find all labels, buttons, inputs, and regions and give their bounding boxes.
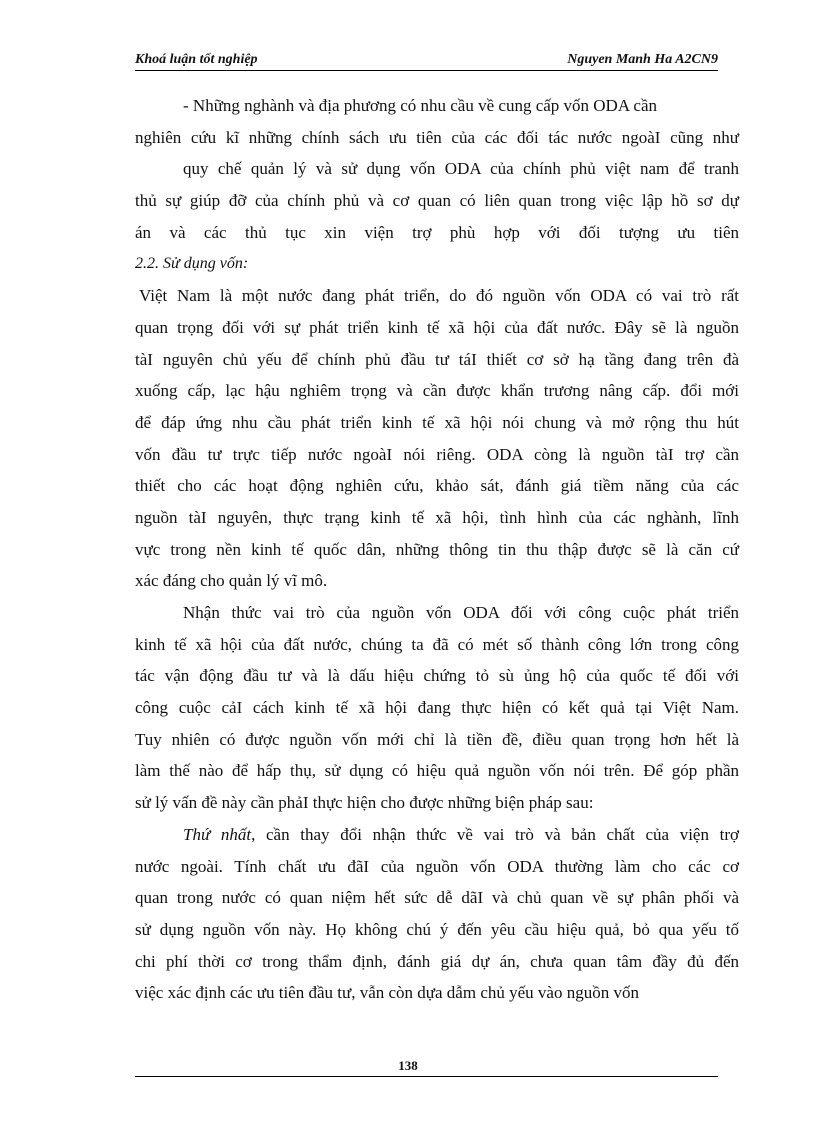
body-text bbox=[135, 90, 739, 1009]
text-line bbox=[135, 819, 739, 851]
section-heading: 2.2. Sử dụng vốn: bbox=[135, 255, 249, 273]
text-line: Việt Nam là một nước đang phát triển, do đó nguồn vốn ODA có vai trò rất bbox=[139, 286, 739, 306]
text-line: làm thế nào để hấp thụ, sử dụng có hiệu quả nguồn vốn nói trên. Để góp phần bbox=[135, 761, 739, 781]
text-line: sử dụng nguồn vốn này. Họ không chú ý đến yêu cầu hiệu quả, bỏ qua yếu tố bbox=[135, 919, 739, 939]
text-line: thiết cho các hoạt động nghiên cứu, khảo sát, đánh giá tiềm năng của các bbox=[135, 476, 739, 496]
text-line: nước ngoài. Tính chất ưu đãI của nguồn vốn ODA thường làm cho các cơ bbox=[135, 856, 739, 876]
text-line: việc xác định các ưu tiên đầu tư, vẫn còn dựa dẫm chủ yếu vào nguồn vốn bbox=[135, 983, 639, 1003]
text-line: xác đáng cho quản lý vĩ mô. bbox=[135, 571, 328, 591]
header-rule bbox=[135, 70, 718, 71]
text-line: án và các thủ tục xin viện trợ phù hợp với đối tượng ưu tiên bbox=[135, 222, 739, 242]
text-line: vực trong nền kinh tế quốc dân, những thông tin thu thập được sẽ là căn cứ bbox=[135, 539, 739, 559]
text-line: quy chế quản lý và sử dụng vốn ODA của chính phủ việt nam để tranh bbox=[183, 159, 739, 179]
emphasis-text: Thứ nhất bbox=[183, 824, 252, 844]
page-header bbox=[135, 50, 718, 72]
text-line: kinh tế xã hội của đất nước, chúng ta đã có mét số thành công lớn trong công bbox=[135, 634, 739, 654]
text-line: xuống cấp, lạc hậu nghiêm trọng và cần được khẩn trương nâng cấp. đổi mới bbox=[135, 381, 739, 401]
header-right-text: Nguyen Manh Ha A2CN9 bbox=[567, 52, 718, 67]
text-line: nghiên cứu kĩ những chính sách ưu tiên của các đối tác nước ngoàI cũng như bbox=[135, 127, 739, 147]
text-line: nguồn tàI nguyên, thực trạng kinh tế xã hội, tình hình của các nghành, lĩnh bbox=[135, 507, 739, 527]
text-line: - Những nghành và địa phương có nhu cầu về cung cấp vốn ODA cần bbox=[183, 96, 658, 115]
text-line: chi phí thời cơ trong thẩm định, đánh giá dự án, chưa quan tâm đầy đủ đến bbox=[135, 951, 739, 971]
header-left-text: Khoá luận tốt nghiệp bbox=[135, 52, 258, 67]
text-line: vốn đầu tư trực tiếp nước ngoàI nói riêng. ODA còng là nguồn tàI trợ cần bbox=[135, 444, 739, 464]
text-line: để đáp ứng nhu cầu phát triển kinh tế xã hội nói chung và mở rộng thu hút bbox=[135, 412, 739, 432]
text-span: , cần thay đổi nhận thức về vai trò và bản chất của viện trợ bbox=[251, 824, 739, 844]
page-number: 138 bbox=[398, 1058, 418, 1073]
text-line: Tuy nhiên có được nguồn vốn mới chỉ là tiền đề, điều quan trọng hơn hết là bbox=[135, 729, 739, 749]
text-line: quan trọng đối với sự phát triển kinh tế xã hội của đất nước. Đây sẽ là nguồn bbox=[135, 317, 739, 337]
text-line: tác vận động đầu tư và là dấu hiệu chứng tỏ sù ủng hộ của quốc tế đối với bbox=[135, 666, 739, 686]
text-line: Nhận thức vai trò của nguồn vốn ODA đối với công cuộc phát triển bbox=[183, 603, 739, 622]
text-line: quan trong nước có quan niệm hết sức dễ dãI và chủ quan về sự phân phối và bbox=[135, 888, 739, 908]
text-line: công cuộc cảI cách kinh tế xã hội đang thực hiện có kết quả tại Việt Nam. bbox=[135, 698, 739, 718]
text-line: tàI nguyên chủ yếu để chính phủ đầu tư táI thiết cơ sở hạ tầng đang trên đà bbox=[135, 349, 739, 369]
text-line: sử lý vấn đề này cần phảI thực hiện cho được những biện pháp sau: bbox=[135, 793, 594, 813]
footer-rule bbox=[135, 1076, 718, 1077]
text-line: thủ sự giúp đỡ của chính phủ và cơ quan có liên quan trong việc lập hồ sơ dự bbox=[135, 191, 739, 211]
